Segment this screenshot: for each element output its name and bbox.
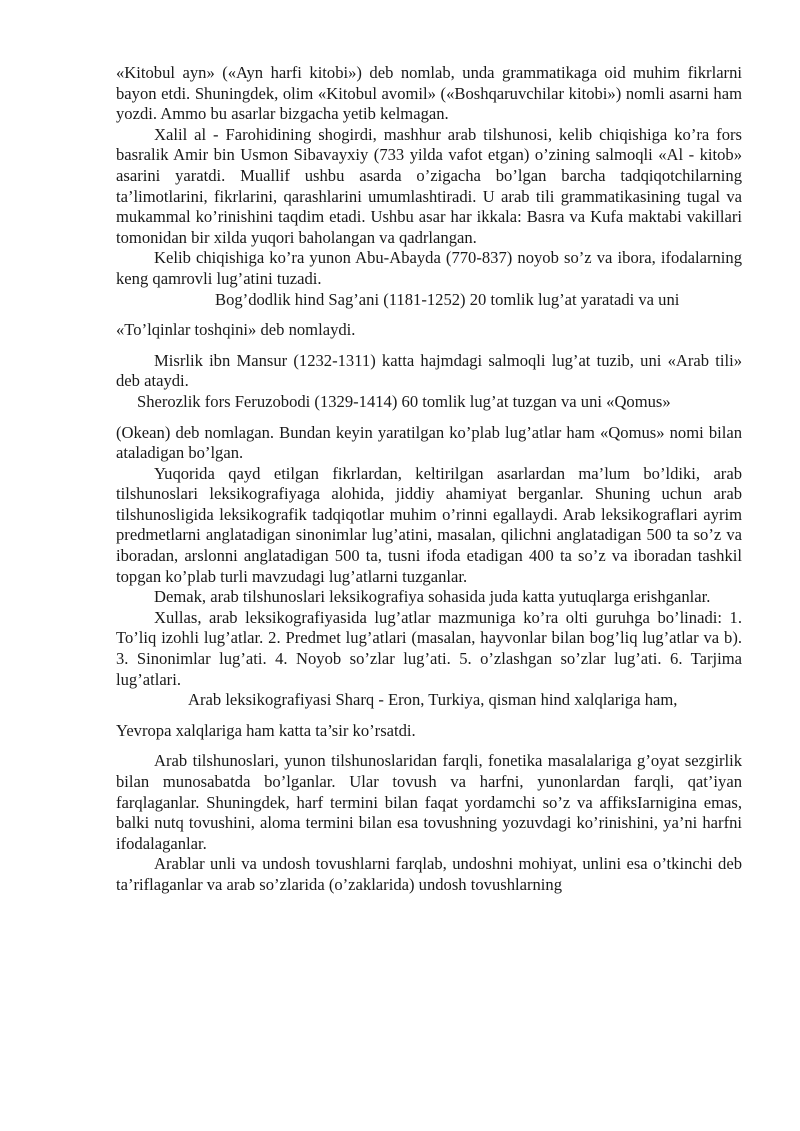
paragraph-15: Arablar unli va undosh tovushlarni farqlab, undoshni mohiyat, unlini esa o’tkinchi deb ta’riflaganlar va arab so’zlarida (o’zaklarida) undosh tovushlarning [116, 854, 742, 894]
document-page [116, 63, 742, 896]
paragraph-12: Arab leksikografiyasi Sharq - Eron, Turkiya, qisman hind xalqlariga ham, [188, 690, 678, 710]
paragraph-8: (Okean) deb nomlagan. Bundan keyin yaratilgan ko’plab lug’atlar ham «Qomus» nomi bilan ataladigan bo’lgan. [116, 422, 742, 463]
paragraph-5: «To’lqinlar toshqini» deb nomlaydi. [116, 320, 356, 340]
paragraph-6: Misrlik ibn Mansur (1232-1311) katta hajmdagi salmoqli lug’at tuzib, uni «Arab tili» deb ataydi. [116, 350, 742, 391]
paragraph-1: «Kitobul ayn» («Ayn harfi kitobi») deb nomlab, unda grammatikaga oid muhim fikrlarni bayon etdi. Shuningdek, olim «Kitobul avomil» («Boshqaruvchilar kitobi») nomli asarni ham yozdi. Ammo bu asarlar bizgacha yetib kelmagan. [116, 63, 742, 124]
paragraph-7: Sherozlik fors Feruzobodi (1329-1414) 60 tomlik lug’at tuzgan va uni «Qomus» [137, 391, 671, 411]
paragraph-10: Demak, arab tilshunoslari leksikografiya sohasida juda katta yutuqlarga erishganlar. [154, 587, 711, 607]
paragraph-14: Arab tilshunoslari, yunon tilshunoslaridan farqli, fonetika masalalariga g’oyat sezgirlik bilan munosabatda bo’lganlar. Ular tovush va harfni, yunonlardan farqli, qat’iyan farqlaganlar. Shuningdek, harf termini bilan faqat yordamchi so’z va affiksIarnigina emas, balki nutq tovushini, aloma termini bilan esa tovushning yozuvdagi ko’rinishini, ya’ni harfni ifodalaganlar. [116, 751, 742, 853]
paragraph-2: Xalil al - Farohidining shogirdi, mashhur arab tilshunosi, kelib chiqishiga ko’ra fors basralik Amir bin Usmon Sibavayxiy (733 yilda vafot etgan) o’zining salmoqli «Al - kitob» asarini yaratdi. Muallif ushbu asarda o’zigacha bo’lgan barcha tadqiqotchilarning ta’limotlarini, fikrlarini, qarashlarini umumlashtiradi. U arab tili grammatikasining tugal va mukammal ko’rinishini taqdim etadi. Ushbu asar har ikkala: Basra va Kufa maktabi vakillari tomonidan bir xilda yuqori baholangan va qadrlangan. [116, 124, 742, 247]
paragraph-13: Yevropa xalqlariga ham katta ta’sir ko’rsatdi. [116, 720, 416, 740]
paragraph-3: Kelib chiqishiga ko’ra yunon Abu-Abayda (770-837) noyob so’z va ibora, ifodalarning keng qamrovli lug’atini tuzadi. [116, 248, 742, 288]
paragraph-9: Yuqorida qayd etilgan fikrlardan, keltirilgan asarlardan ma’lum bo’ldiki, arab tilshunoslari leksikografiyaga alohida, jiddiy ahamiyat berganlar. Shuning uchun arab tilshunosligida leksikografik tadqiqotlar muhim o’rinni egallaydi. Arab leksikograflari ayrim predmetlarni anglatadigan sinonimlar lug’atini, masalan, qilichni anglatadigan 500 ta so’z va iboradan, arslonni anglatadigan 500 ta, tusni ifoda etadigan 400 ta so’z va iboradan tashkil topgan ko’plab turli mavzudagi lug’atlarni tuzganlar. [116, 463, 742, 586]
paragraph-4: Bog’dodlik hind Sag’ani (1181-1252) 20 tomlik lug’at yaratadi va uni [215, 289, 680, 309]
paragraph-11: Xullas, arab leksikografiyasida lug’atlar mazmuniga ko’ra olti guruhga bo’linadi: 1. To’liq izohli lug’atlar. 2. Predmet lug’atlari (masalan, hayvonlar bilan bog’liq lug’atlar va b). 3. Sinonimlar lug’ati. 4. Noyob so’zlar lug’ati. 5. o’zlashgan so’zlar lug’ati. 6. Tarjima lug’atlari. [116, 607, 742, 689]
